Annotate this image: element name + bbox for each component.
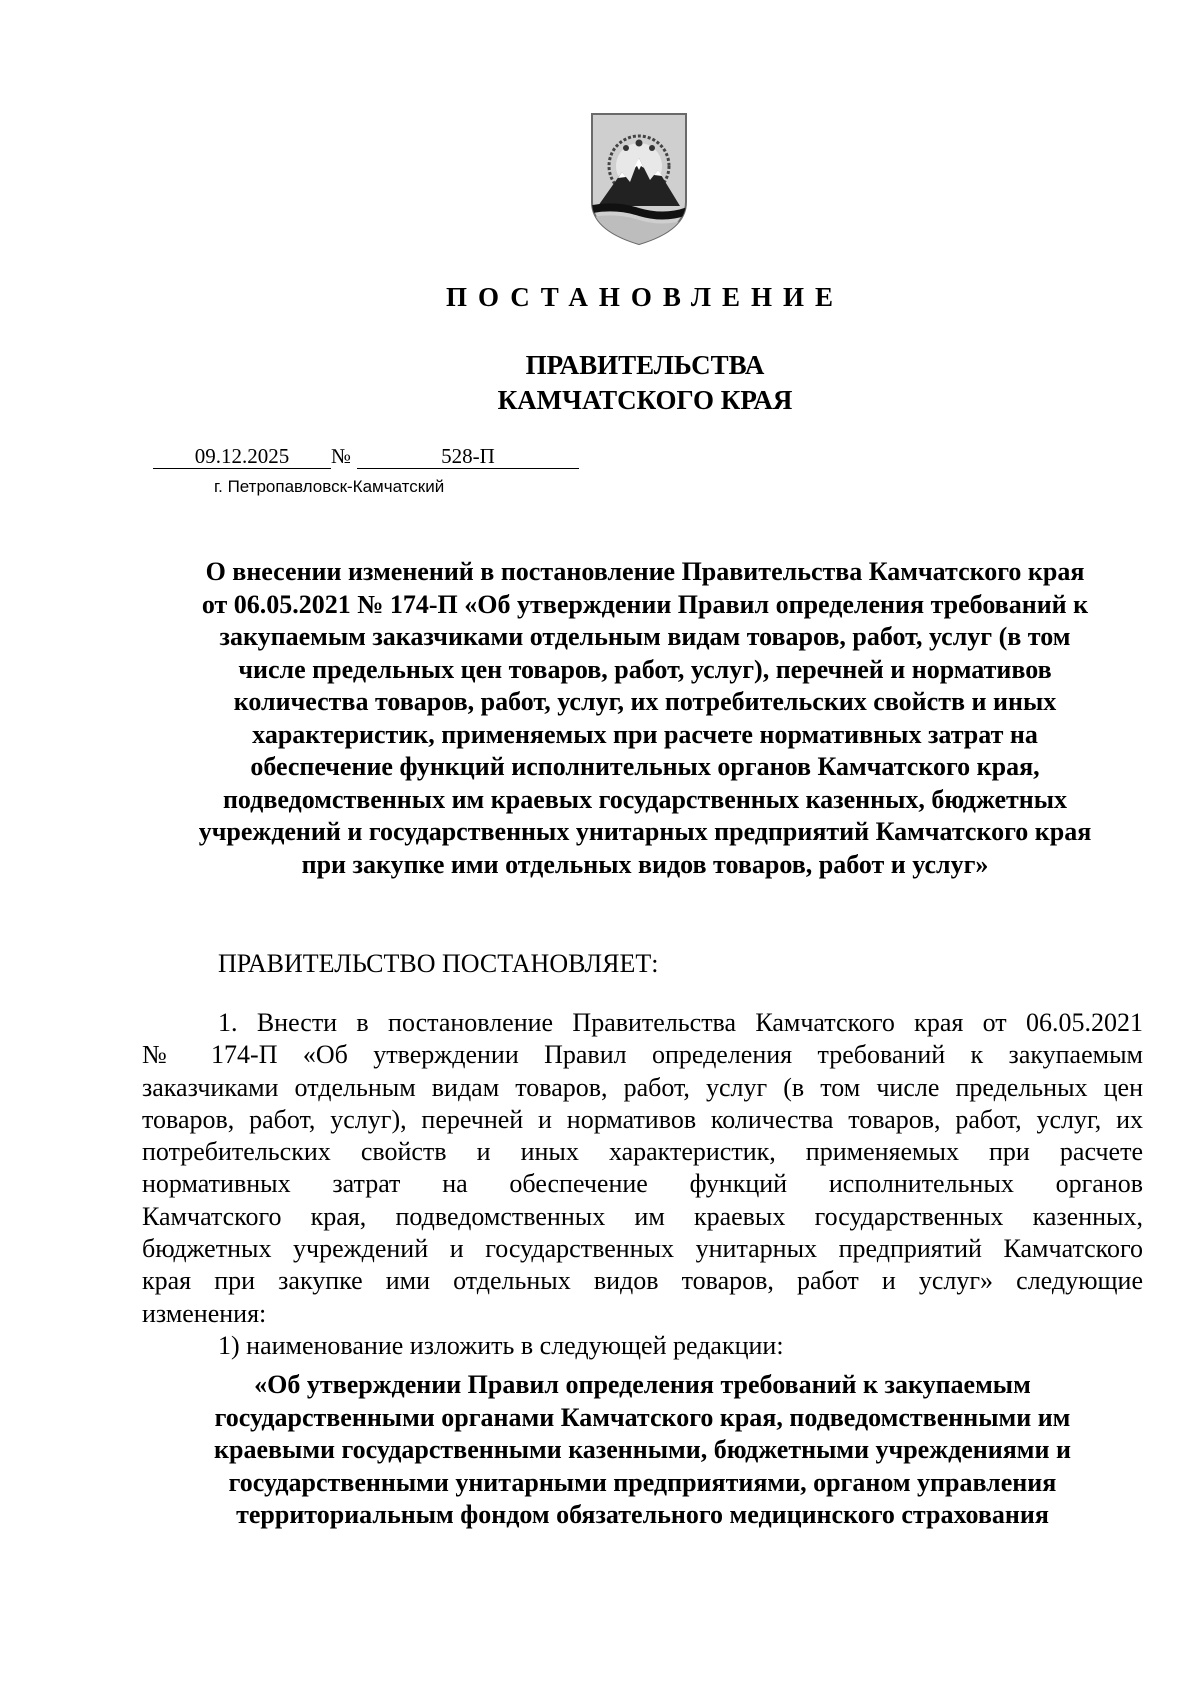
body-line: изменения: [142,1298,267,1328]
issuer-line: КАМЧАТСКОГО КРАЯ [497,385,793,415]
body-line: заказчиками отдельным видам товаров, работ, услуг (в том числе предельных цен [142,1072,1143,1102]
body-line: потребительских свойств и иных характеристик, применяемых при расчете [142,1137,1143,1167]
title-line: учреждений и государственных унитарных предприятий Камчатского края [198,817,1092,846]
body-line: бюджетных учреждений и государственных унитарных предприятий Камчатского [142,1234,1143,1264]
registration-date: 09.12.2025 [153,444,331,469]
quote-line: государственными унитарными предприятиями, органом управления [228,1467,1057,1497]
registration-number: 528-П [357,444,579,469]
place-of-issue: г. Петропавловск-Камчатский [214,477,445,496]
issuer-heading [0,348,1200,418]
quote-line: государственными органами Камчатского края, подведомственными им [214,1402,1071,1432]
title-line: при закупке ими отдельных видов товаров, работ и услуг» [301,849,989,879]
quote-line: краевыми государственными казенными, бюджетными учреждениями и [214,1435,1071,1465]
resolution-statement: ПРАВИТЕЛЬСТВО ПОСТАНОВЛЯЕТ: [218,949,659,978]
body-line: № 174-П «Об утверждении Правил определения требований к закупаемым [142,1040,1143,1070]
title-line: подведомственных им краевых государственных казенных, бюджетных [222,784,1068,814]
body-line: Камчатского края, подведомственных им краевых государственных казенных, [142,1201,1143,1231]
registration-number-sign: № [331,444,352,468]
title-line: числе предельных цен товаров, работ, услуг), перечней и нормативов [238,654,1052,684]
issuer-line: ПРАВИТЕЛЬСТВА [525,350,765,380]
new-title-quote [142,1369,1143,1532]
document-type-heading: ПОСТАНОВЛЕНИЕ [445,282,845,312]
title-line: от 06.05.2021 № 174-П «Об утверждении Правил определения требований к [201,589,1089,619]
body-line: нормативных затрат на обеспечение функций исполнительных органов [142,1169,1143,1199]
title-line: О внесении изменений в постановление Правительства Камчатского края [205,557,1085,586]
title-line: закупаемым заказчиками отдельным видам товаров, работ, услуг (в том [219,622,1071,651]
resolution-body [142,1007,1143,1362]
body-line: 1) наименование изложить в следующей редакции: [218,1330,784,1360]
coat-of-arms-icon [588,110,690,248]
body-line: 1. Внести в постановление Правительства Камчатского края от 06.05.2021 [218,1008,1143,1037]
title-line: количества товаров, работ, услуг, их потребительских свойств и иных [233,687,1057,716]
document-title [100,556,1190,881]
quote-line: территориальным фондом обязательного медицинского страхования [236,1500,1049,1530]
body-line: края при закупке ими отдельных видов товаров, работ и услуг» следующие [142,1266,1143,1296]
body-line: товаров, работ, услуг), перечней и нормативов количества товаров, работ, услуг, их [142,1104,1143,1134]
quote-line: «Об утверждении Правил определения требований к закупаемым [254,1370,1031,1399]
title-line: характеристик, применяемых при расчете нормативных затрат на [252,719,1038,749]
title-line: обеспечение функций исполнительных органов Камчатского края, [250,752,1040,781]
